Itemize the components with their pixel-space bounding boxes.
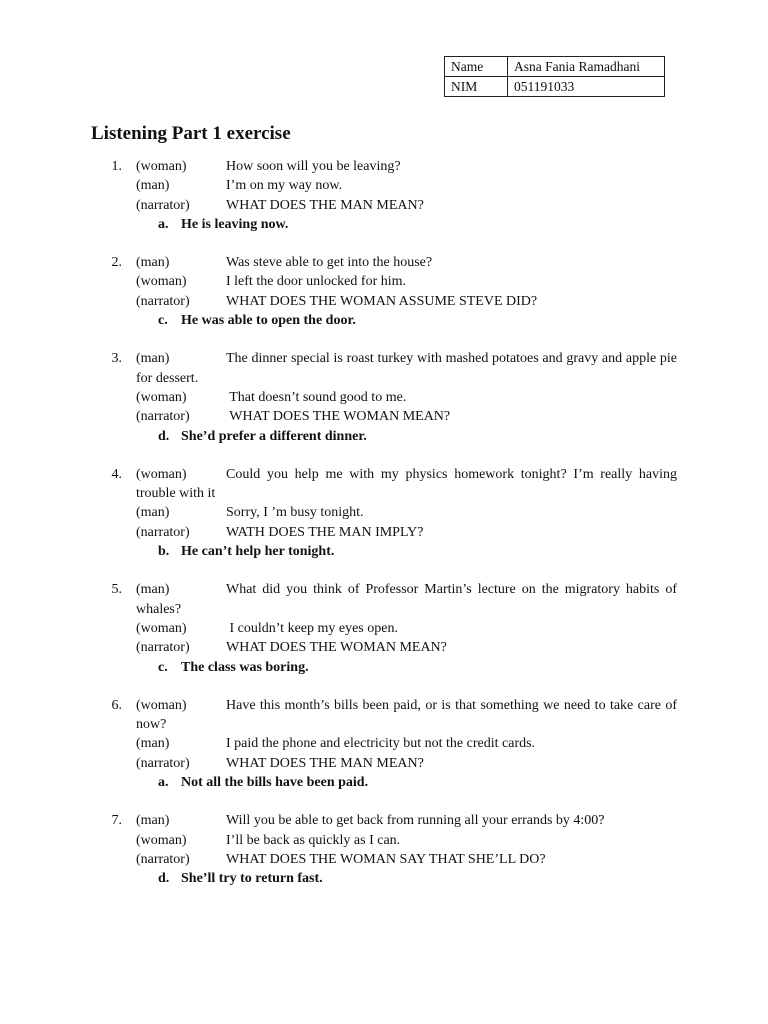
speaker-label: (woman) (136, 159, 187, 174)
speaker-label: (woman) (136, 466, 187, 482)
speaker-label: (woman) (136, 389, 187, 405)
answer-line (158, 869, 768, 888)
dialogue-text: I left the door unlocked for him. (226, 274, 407, 290)
dialogue-text: WHAT DOES THE WOMAN MEAN? (226, 640, 447, 656)
speaker-label: (narrator) (136, 851, 190, 867)
dialogue-line (136, 811, 677, 830)
answer-letter: d. (158, 428, 170, 444)
dialogue-text: Will you be able to get back from running all your errands by 4:00? (226, 813, 605, 829)
dialogue-line (136, 638, 677, 657)
dialogue-line (136, 580, 677, 619)
dialogue-text: I paid the phone and electricity but not the credit cards. (226, 736, 536, 752)
speaker-label: (man) (136, 813, 170, 829)
speaker-label: (woman) (136, 274, 187, 290)
nim-value: 051191033 (508, 77, 665, 97)
dialogue-text: WHAT DOES THE MAN MEAN? (226, 197, 424, 213)
dialogue-text: I’m on my way now. (226, 178, 343, 194)
answer-line (158, 311, 768, 330)
item-number: 5. (111, 582, 122, 598)
speaker-label: (man) (136, 255, 170, 271)
speaker-label: (man) (136, 351, 170, 367)
item-number: 3. (111, 351, 122, 367)
speaker-label: (man) (136, 178, 170, 194)
answer-text: She’d prefer a different dinner. (181, 428, 367, 444)
dialogue-line (136, 831, 677, 850)
answer-line (158, 427, 768, 446)
speaker-label: (narrator) (136, 293, 190, 309)
dialogue-line (136, 349, 677, 388)
answer-text: Not all the bills have been paid. (181, 775, 369, 791)
dialogue-text: I couldn’t keep my eyes open. (226, 620, 398, 636)
dialogue-text: How soon will you be leaving? (226, 159, 401, 174)
dialogue-text: WHAT DOES THE WOMAN ASSUME STEVE DID? (226, 293, 538, 309)
exercise-item (0, 157, 768, 234)
dialogue-text: WHAT DOES THE WOMAN MEAN? (226, 409, 451, 425)
dialogue-line (136, 465, 677, 504)
dialogue-text: WHAT DOES THE MAN MEAN? (226, 755, 424, 771)
answer-letter: c. (158, 659, 168, 675)
dialogue-line (136, 619, 677, 638)
item-number: 2. (111, 255, 122, 271)
answer-text: The class was boring. (181, 659, 309, 675)
item-number: 1. (111, 159, 122, 174)
answer-letter: b. (158, 544, 170, 560)
speaker-label: (narrator) (136, 640, 190, 656)
answer-line (158, 773, 768, 792)
exercise-item (0, 811, 768, 888)
dialogue-line (136, 388, 677, 407)
item-number: 6. (111, 697, 122, 713)
dialogue-line (136, 292, 677, 311)
item-number: 4. (111, 466, 122, 482)
answer-letter: c. (158, 313, 168, 329)
answer-line (158, 215, 768, 234)
speaker-label: (woman) (136, 832, 187, 848)
dialogue-line (136, 696, 677, 735)
dialogue-text: Have this month’s bills been paid, or is that something we need to take care of now? (136, 697, 677, 733)
student-info-row-name (445, 57, 665, 77)
dialogue-line (136, 272, 677, 291)
exercise-item (0, 696, 768, 792)
dialogue-text: The dinner special is roast turkey with mashed potatoes and gravy and apple pie for dessert. (136, 351, 677, 386)
dialogue-text: WHAT DOES THE WOMAN SAY THAT SHE’LL DO? (226, 851, 546, 867)
dialogue-line (136, 523, 677, 542)
answer-line (158, 542, 768, 561)
page-title: Listening Part 1 exercise (91, 123, 291, 144)
exercise-item (0, 465, 768, 561)
exercise-item (0, 580, 768, 676)
answer-letter: a. (158, 775, 169, 791)
dialogue-text: Could you help me with my physics homework tonight? I’m really having trouble with it (136, 466, 677, 502)
dialogue-text: I’ll be back as quickly as I can. (226, 832, 401, 848)
dialogue-line (136, 754, 677, 773)
exercise-list (0, 157, 768, 908)
exercise-item (0, 253, 768, 330)
dialogue-line (136, 157, 677, 176)
speaker-label: (narrator) (136, 197, 190, 213)
dialogue-text: WATH DOES THE MAN IMPLY? (226, 524, 424, 540)
dialogue-text: Sorry, I ’m busy tonight. (226, 505, 364, 521)
speaker-label: (man) (136, 582, 170, 598)
dialogue-line (136, 503, 677, 522)
speaker-label: (woman) (136, 697, 187, 713)
dialogue-line (136, 176, 677, 195)
answer-text: He was able to open the door. (181, 313, 356, 329)
answer-text: She’ll try to return fast. (181, 871, 323, 887)
speaker-label: (narrator) (136, 755, 190, 771)
exercise-item (0, 349, 768, 445)
dialogue-text: Was steve able to get into the house? (226, 255, 433, 271)
dialogue-line (136, 734, 677, 753)
speaker-label: (man) (136, 505, 170, 521)
answer-letter: d. (158, 871, 170, 887)
dialogue-text: What did you think of Professor Martin’s lecture on the migratory habits of whales? (136, 582, 677, 617)
answer-letter: a. (158, 216, 169, 232)
dialogue-line (136, 407, 677, 426)
student-info-table (444, 56, 665, 97)
dialogue-line (136, 253, 677, 272)
answer-text: He is leaving now. (181, 216, 289, 232)
student-info-row-nim (445, 77, 665, 97)
item-number: 7. (111, 813, 122, 829)
speaker-label: (man) (136, 736, 170, 752)
answer-line (158, 658, 768, 677)
dialogue-line (136, 196, 677, 215)
speaker-label: (narrator) (136, 524, 190, 540)
speaker-label: (woman) (136, 620, 187, 636)
answer-text: He can’t help her tonight. (181, 544, 335, 560)
name-label: Name (445, 57, 508, 77)
speaker-label: (narrator) (136, 409, 190, 425)
nim-label: NIM (445, 77, 508, 97)
dialogue-text: That doesn’t sound good to me. (226, 389, 407, 405)
name-value: Asna Fania Ramadhani (508, 57, 665, 77)
dialogue-line (136, 850, 677, 869)
